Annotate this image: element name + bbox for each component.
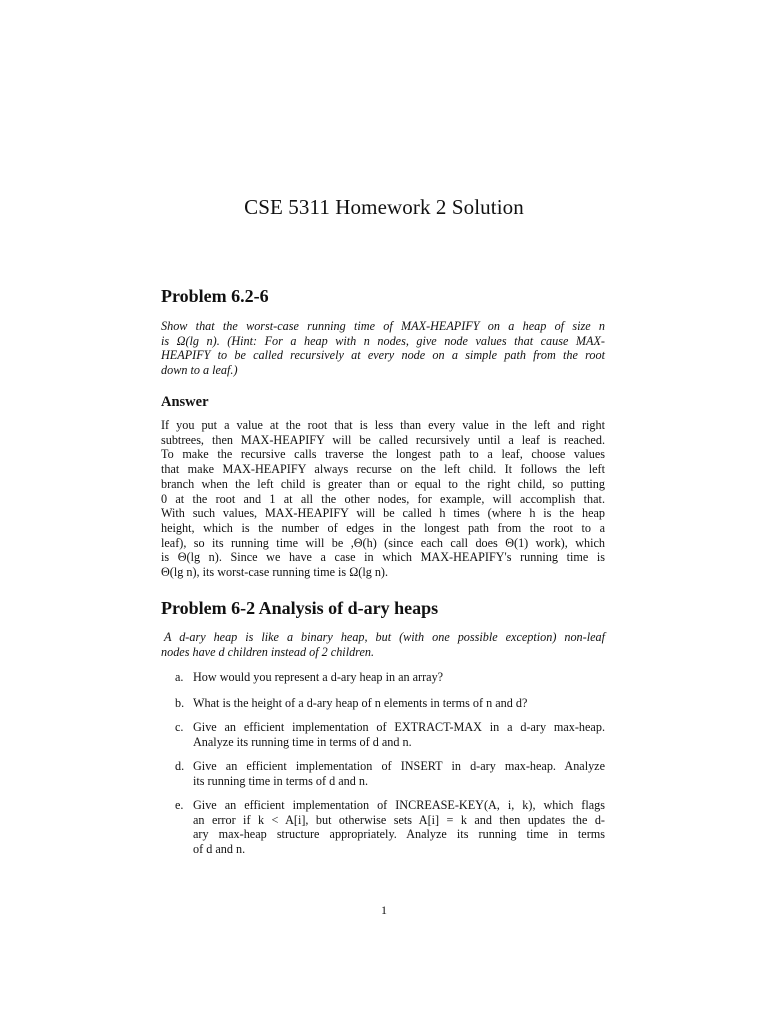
item-line: Give an efficient implementation of EXTRACT-MAX in a d-ary max-heap.	[193, 720, 605, 734]
intro-line: A d-ary heap is like a binary heap, but (with one possible exception) non-leaf	[164, 630, 605, 644]
item-line: Give an efficient implementation of INSERT in d-ary max-heap. Analyze	[193, 759, 605, 773]
answer-line: that make MAX-HEAPIFY always recurse on the left child. It follows the left	[161, 462, 605, 477]
item-label: c.	[175, 720, 184, 734]
statement-line: is Ω(lg n). (Hint: For a heap with n nodes, give node values that cause MAX-	[161, 333, 605, 348]
item-label: a.	[175, 670, 184, 684]
statement-line: HEAPIFY to be called recursively at every node on a simple path from the root	[161, 348, 605, 363]
answer-line: height, which is the number of edges in the longest path from the root to a	[161, 520, 605, 535]
answer-line: To make the recursive calls traverse the longest path to a leaf, choose values	[161, 447, 605, 462]
page-number: 1	[381, 903, 387, 917]
answer-text	[161, 418, 605, 580]
item-line: What is the height of a d-ary heap of n elements in terms of n and d?	[193, 696, 528, 710]
statement-line: Show that the worst-case running time of MAX-HEAPIFY on a heap of size n	[161, 319, 605, 333]
problem-statement-6-2-6	[161, 319, 605, 378]
item-line: its running time in terms of d and n.	[193, 773, 369, 788]
item-line: an error if k < A[i], but otherwise sets A[i] = k and then updates the d-	[193, 812, 605, 827]
answer-line: is Θ(lg n). Since we have a case in which MAX-HEAPIFY's running time is	[161, 550, 605, 565]
problem-heading-6-2-6: Problem 6.2-6	[161, 286, 269, 306]
item-line: ary max-heap structure appropriately. Analyze its running time in terms	[193, 827, 605, 842]
answer-line: With such values, MAX-HEAPIFY will be called h times (where h is the heap	[161, 506, 605, 521]
problem-intro-6-2	[161, 630, 605, 659]
item-label: e.	[175, 798, 184, 812]
item-label: d.	[175, 759, 185, 773]
item-line: of d and n.	[193, 842, 246, 857]
answer-line: If you put a value at the root that is less than every value in the left and right	[161, 418, 605, 432]
statement-line: down to a leaf.)	[161, 363, 238, 378]
item-line: Give an efficient implementation of INCREASE-KEY(A, i, k), which flags	[193, 798, 605, 812]
answer-heading: Answer	[161, 394, 209, 410]
intro-line: nodes have d children instead of 2 children.	[161, 644, 375, 659]
answer-line: 0 at the root and 1 at all the other nodes, for example, will accomplish that.	[161, 491, 605, 506]
item-line: How would you represent a d-ary heap in an array?	[193, 670, 444, 684]
item-label: b.	[175, 696, 185, 710]
answer-line: Θ(lg n), its worst-case running time is Ω(lg n).	[161, 565, 389, 580]
document-title: CSE 5311 Homework 2 Solution	[244, 195, 524, 219]
answer-line: subtrees, then MAX-HEAPIFY will be called recursively until a leaf is reached.	[161, 432, 605, 447]
answer-line: branch when the left child is greater than or equal to the right child, so putting	[161, 476, 605, 491]
item-line: Analyze its running time in terms of d and n.	[193, 734, 412, 749]
answer-line: leaf), so its running time will be ,Θ(h) (since each call does Θ(1) work), which	[161, 535, 605, 550]
problem-heading-6-2: Problem 6-2 Analysis of d-ary heaps	[161, 598, 439, 618]
